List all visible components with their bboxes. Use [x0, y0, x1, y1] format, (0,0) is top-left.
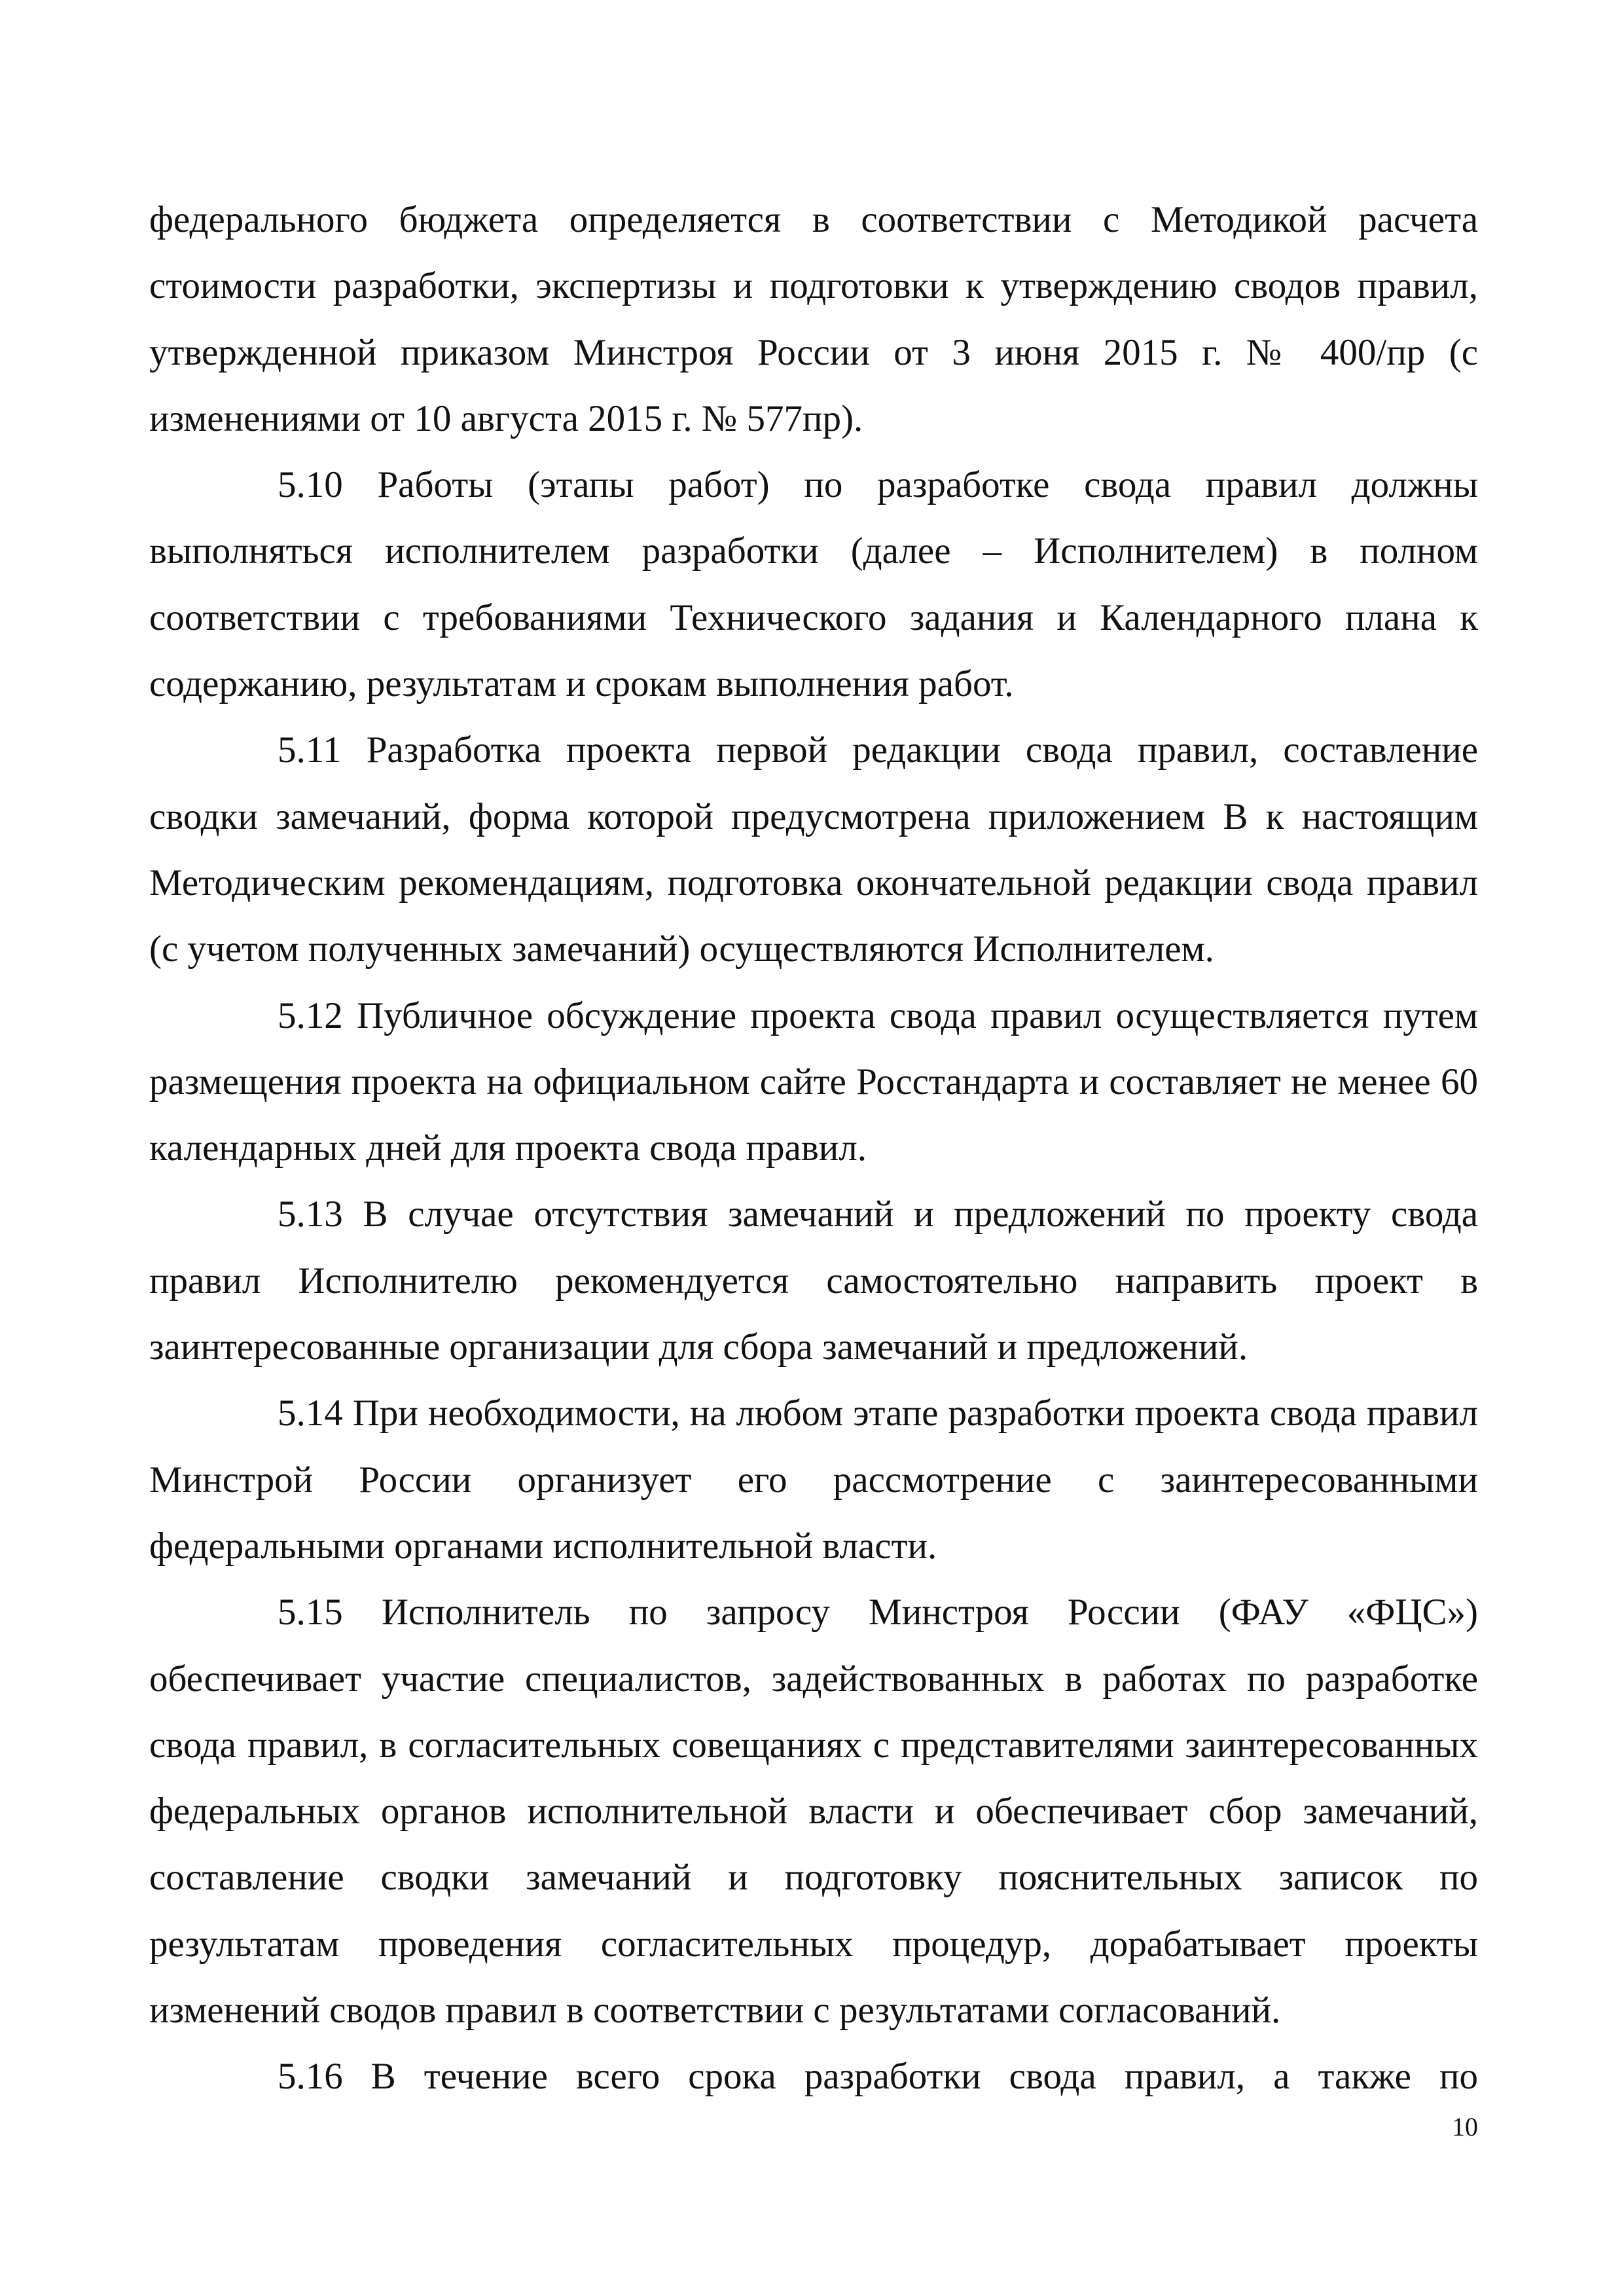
paragraph-5-10: 5.10 Работы (этапы работ) по разработке свода правил должны выполняться исполнителем разработки (далее – Исполнителем) в полном соответствии с требованиями Технического задания и Календарного плана к содержанию, результатам и срокам выполнения работ. [149, 464, 1478, 705]
paragraph-5-13: 5.13 В случае отсутствия замечаний и предложений по проекту свода правил Исполнителю рекомендуется самостоятельно направить проект в заинтересованные организации для сбора замечаний и предложений. [149, 1194, 1478, 1368]
paragraph-5-16: 5.16 В течение всего срока разработки свода правил, а также по [278, 2056, 1478, 2098]
paragraph-5-15: 5.15 Исполнитель по запросу Минстроя России (ФАУ «ФЦС») обеспечивает участие специалистов, задействованных в работах по разработке свода правил, в согласительных совещаниях с представителями заинтересованных федеральных органов исполнительной власти и обеспечивает сбор замечаний, составление сводки замечаний и подготовку пояснительных записок по результатам проведения согласительных процедур, дорабатывает проекты изменений сводов правил в соответствии с результатами согласований. [149, 1592, 1478, 2032]
paragraph-continuation: федерального бюджета определяется в соответствии с Методикой расчета стоимости разработки, экспертизы и подготовки к утверждению сводов правил, утвержденной приказом Минстроя России от 3 июня 2015 г. № 400/пр (с изменениями от 10 августа 2015 г. № 577пр). [149, 199, 1478, 439]
page-number: 10 [1452, 2112, 1478, 2141]
paragraph-5-14: 5.14 При необходимости, на любом этапе разработки проекта свода правил Минстрой России организует его рассмотрение с заинтересованными федеральными органами исполнительной власти. [149, 1393, 1478, 1567]
paragraph-5-11: 5.11 Разработка проекта первой редакции свода правил, составление сводки замечаний, форма которой предусмотрена приложением В к настоящим Методическим рекомендациям, подготовка окончательной редакции свода правил (с учетом полученных замечаний) осуществляются Исполнителем. [149, 729, 1478, 970]
paragraph-5-12: 5.12 Публичное обсуждение проекта свода правил осуществляется путем размещения проекта на официальном сайте Росстандарта и составляет не менее 60 календарных дней для проекта свода правил. [149, 994, 1478, 1169]
document-body [149, 187, 1478, 2110]
